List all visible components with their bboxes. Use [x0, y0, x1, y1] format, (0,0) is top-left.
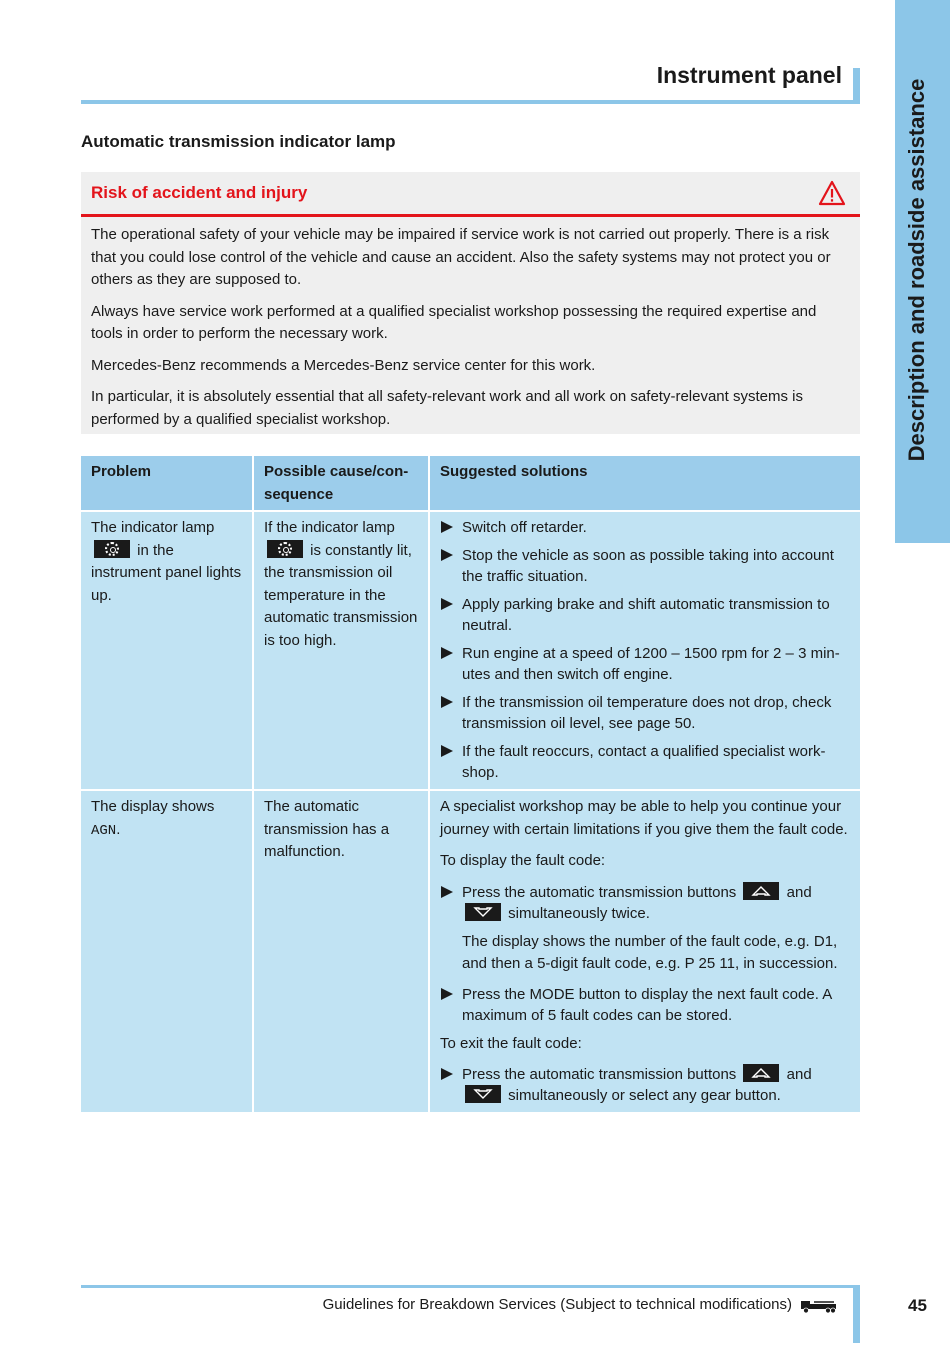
step-text: simultaneously twice. — [508, 904, 650, 922]
cause-cell — [253, 790, 429, 1113]
problem-text: . — [116, 820, 121, 838]
solutions-cell — [429, 790, 860, 1113]
section-heading: Automatic transmission indicator lamp — [81, 132, 396, 151]
problem-text: in the instrument panel lights up. — [91, 541, 242, 604]
step-text: Run engine at a speed of 1200 – 1500 rpm for 2 – 3 min-utes and then switch off engine. — [462, 645, 840, 683]
header-problem: Problem — [81, 456, 253, 511]
arrow-bullet-icon — [441, 549, 453, 561]
header-solutions: Suggested solutions — [429, 456, 860, 511]
shift-up-button-icon — [743, 1064, 779, 1082]
footer-rule-tick — [853, 1285, 860, 1343]
header-rule-tick — [853, 68, 860, 104]
page-title: Instrument panel — [656, 62, 842, 88]
solution-step — [440, 692, 850, 734]
problem-cell — [81, 511, 253, 790]
step-text: Stop the vehicle as soon as possible taking into account the traffic situation. — [462, 547, 834, 585]
cause-text: is constantly lit, the transmission oil temperature in the automatic transmission is too high. — [264, 541, 418, 649]
cause-cell — [253, 511, 429, 790]
exit-fault-label: To exit the fault code: — [440, 1034, 582, 1052]
warning-paragraph: Mercedes-Benz recommends a Mercedes-Benz service center for this work. — [91, 356, 596, 374]
warning-box — [81, 172, 860, 434]
solution-step — [440, 984, 850, 1026]
arrow-bullet-icon — [441, 988, 453, 1000]
cause-text: If the indicator lamp — [264, 519, 395, 536]
problem-text: The display shows — [91, 798, 215, 815]
arrow-bullet-icon — [441, 647, 453, 659]
warning-paragraph: In particular, it is absolutely essential that all safety-relevant work and all work on safety-relevant systems is performed by a qualified specialist workshop. — [91, 388, 803, 428]
troubleshooting-table — [81, 456, 860, 1114]
arrow-bullet-icon — [441, 1068, 453, 1080]
tow-truck-icon — [800, 1298, 840, 1314]
step-text: Switch off retarder. — [462, 519, 587, 536]
cause-text: The automatic transmission has a malfunction. — [264, 798, 390, 860]
solution-step — [440, 1064, 850, 1106]
warning-body — [81, 217, 860, 431]
table-row — [81, 790, 860, 1113]
side-tab — [895, 0, 950, 543]
step-text: Press the automatic transmission buttons — [462, 1066, 737, 1083]
table-header-row — [81, 456, 860, 511]
solution-step — [440, 741, 850, 783]
transmission-lamp-icon — [267, 540, 303, 558]
arrow-bullet-icon — [441, 696, 453, 708]
footer-rule — [81, 1285, 860, 1288]
problem-text: The indicator lamp — [91, 519, 215, 536]
step-text: If the fault reoccurs, contact a qualified specialist work-shop. — [462, 743, 826, 781]
step-text: Apply parking brake and shift automatic transmission to neutral. — [462, 596, 830, 634]
warning-triangle-icon — [818, 180, 846, 206]
step-text: simultaneously or select any gear button. — [508, 1087, 781, 1104]
solutions-cell — [429, 511, 860, 790]
step-text: If the transmission oil temperature does not drop, check transmission oil level, see page 50. — [462, 694, 832, 732]
problem-cell — [81, 790, 253, 1113]
step-text: and — [786, 1066, 812, 1083]
solution-step — [440, 545, 850, 587]
side-tab-label: Description and roadside assistance — [904, 78, 929, 462]
arrow-bullet-icon — [441, 886, 453, 898]
header-cause: Possible cause/con-sequence — [253, 456, 429, 511]
step-note: The display shows the number of the fault code, e.g. D1, and then a 5-digit fault code, e.g. P 25 11, in succession. — [462, 932, 838, 972]
solution-step — [440, 594, 850, 636]
step-text: and — [786, 883, 812, 901]
solution-step — [440, 517, 850, 538]
warning-header — [81, 172, 860, 217]
header-rule — [81, 100, 860, 104]
solution-step — [440, 882, 850, 924]
shift-down-button-icon — [465, 1085, 501, 1103]
arrow-bullet-icon — [441, 521, 453, 533]
page-number: 45 — [908, 1296, 927, 1315]
warning-title: Risk of accident and injury — [91, 183, 308, 202]
solution-intro: A specialist workshop may be able to help you continue your journey with certain limitations if you give them the fault code. — [440, 798, 848, 838]
warning-paragraph: The operational safety of your vehicle may be impaired if service work is not carried out properly. There is a risk that you could lose control of the vehicle and cause an accident. Also the safety systems may not protect you or others as they are supposed to. — [91, 226, 831, 288]
arrow-bullet-icon — [441, 745, 453, 757]
warning-paragraph: Always have service work performed at a qualified specialist workshop possessing the required expertise and tools in order to perform the necessary work. — [91, 302, 817, 342]
step-text: Press the MODE button to display the next fault code. A maximum of 5 fault codes can be stored. — [462, 985, 832, 1024]
shift-up-button-icon — [743, 882, 779, 900]
step-text: Press the automatic transmission buttons — [462, 883, 737, 901]
transmission-lamp-icon — [94, 540, 130, 558]
solution-step — [440, 643, 850, 685]
table-row — [81, 511, 860, 790]
display-fault-label: To display the fault code: — [440, 852, 606, 869]
shift-down-button-icon — [465, 903, 501, 921]
display-code: AGN — [91, 822, 117, 839]
arrow-bullet-icon — [441, 598, 453, 610]
footer-text: Guidelines for Breakdown Services (Subject to technical modifications) — [322, 1296, 792, 1313]
